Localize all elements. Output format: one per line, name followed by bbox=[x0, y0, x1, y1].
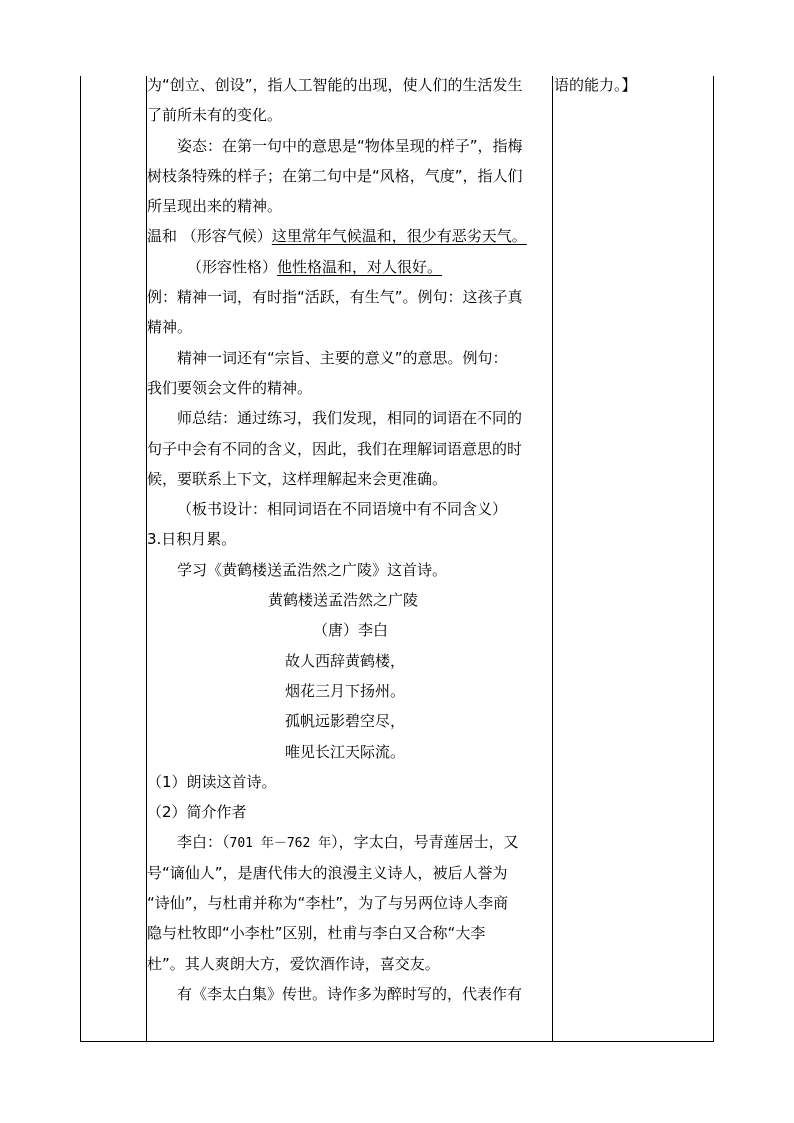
paragraph-line: 为“创立、创设”，指人工智能的出现，使人们的生活发生 bbox=[147, 76, 523, 94]
section-heading: 3.日积月累。 bbox=[147, 530, 237, 549]
step-item: （1）朗读这首诗。 bbox=[147, 772, 277, 791]
table-left-border bbox=[80, 76, 81, 1042]
paragraph-line: 所呈现出来的精神。 bbox=[147, 197, 283, 216]
main-column bbox=[147, 70, 553, 1009]
poem-author: （唐）李白 bbox=[313, 621, 389, 640]
poem-line: 唯见长江天际流。 bbox=[285, 742, 406, 761]
right-column bbox=[554, 70, 712, 100]
paragraph-line: 隐与杜牧即“小李杜”区别，杜甫与李白又合称“大李 bbox=[147, 924, 486, 943]
table-right-border bbox=[713, 76, 714, 1042]
paragraph-line: 句子中会有不同的含义，因此，我们在理解词语意思的时 bbox=[147, 439, 523, 458]
paragraph-line: 候，要联系上下文，这样理解起来会更准确。 bbox=[147, 469, 448, 488]
board-design: （板书设计：相同词语在不同语境中有不同含义） bbox=[177, 500, 508, 519]
paragraph-line: 有《李太白集》传世。诗作多为醉时写的，代表作有 bbox=[177, 984, 523, 1003]
word-sense-label: （形容性格） bbox=[187, 257, 278, 276]
example-sentence: 这里常年气候温和，很少有恶劣天气。 bbox=[271, 227, 527, 246]
paragraph-line: 精神一词还有“宗旨、主要的意义”的意思。例句： bbox=[177, 348, 508, 367]
bio-years: 701 年－762 年 bbox=[229, 836, 332, 852]
paragraph-line: 学习《黄鹤楼送孟浩然之广陵》这首诗。 bbox=[177, 560, 448, 579]
paragraph-line: “诗仙”，与杜甫并称为“李杜”，为了与另两位诗人李商 bbox=[147, 894, 509, 913]
right-note: 语的能力。】 bbox=[554, 76, 637, 94]
example-sentence: 他性格温和，对人很好。 bbox=[277, 257, 443, 276]
paragraph-line: 我们要领会文件的精神。 bbox=[147, 378, 313, 397]
poem-line: 故人西辞黄鹤楼， bbox=[285, 651, 406, 670]
author-bio-line bbox=[147, 827, 553, 857]
paragraph-line: 精神。 bbox=[147, 318, 193, 337]
paragraph-line: 姿态：在第一句中的意思是“物体呈现的样子”，指梅 bbox=[177, 136, 523, 155]
paragraph-line: 例：精神一词，有时指“活跃，有生气”。例句：这孩子真 bbox=[147, 288, 523, 307]
poem-title: 黄鹤楼送孟浩然之广陵 bbox=[268, 591, 419, 610]
paragraph-line: 号“谪仙人”，是唐代伟大的浪漫主义诗人，被后人誉为 bbox=[147, 863, 508, 882]
word-entry-wenhe bbox=[147, 221, 553, 251]
word-entry-wenhe-2 bbox=[147, 252, 553, 282]
word-sense-label: 温和 （形容气候） bbox=[147, 227, 272, 246]
paragraph-line: 树枝条特殊的样子；在第二句中是“风格，气度”，指人们 bbox=[147, 166, 523, 185]
poem-line: 烟花三月下扬州。 bbox=[285, 681, 406, 700]
paragraph-line: 了前所未有的变化。 bbox=[147, 106, 283, 125]
poem-line: 孤帆远影碧空尽， bbox=[285, 712, 406, 731]
bio-text: ），字太白，号青莲居士，又 bbox=[331, 833, 519, 852]
paragraph-line: 杜”。其人爽朗大方，爱饮酒作诗，喜交友。 bbox=[147, 954, 440, 973]
bio-text: 李白：（ bbox=[177, 833, 230, 852]
step-item: （2）简介作者 bbox=[147, 803, 247, 822]
table-bottom-border bbox=[80, 1041, 714, 1042]
paragraph-line: 师总结：通过练习，我们发现，相同的词语在不同的 bbox=[177, 409, 523, 428]
